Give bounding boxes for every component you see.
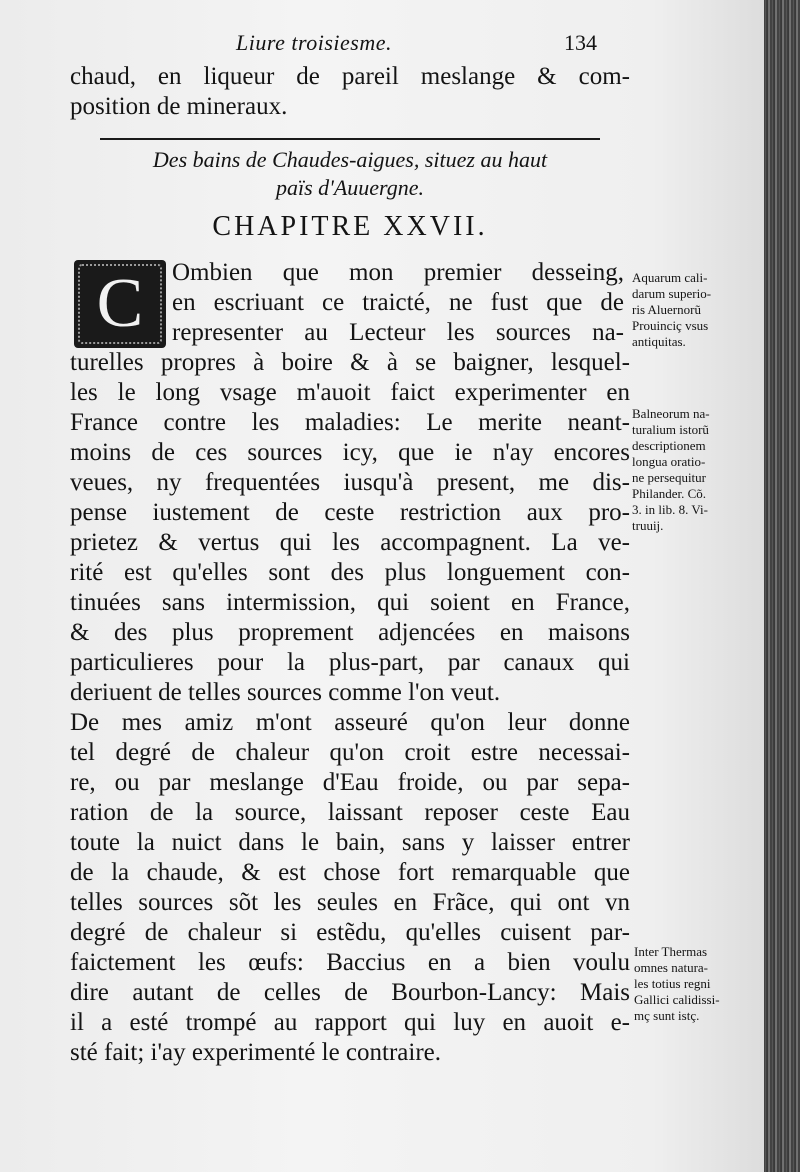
subtitle-line: Des bains de Chaudes-aigues, situez au haut (152, 147, 548, 172)
section-rule (100, 138, 600, 140)
text-line: sté fait; i'ay experimenté le contraire. (70, 1039, 441, 1066)
marginal-note-line: les totius regni (634, 976, 711, 991)
text-line: il a esté trompé au rapport qui luy en auoit e- (70, 1009, 630, 1036)
marginal-note-line: longua oratio- (632, 454, 706, 469)
text-line: faictement les œufs: Baccius en a bien voulu (70, 949, 630, 976)
text-line: toute la nuict dans le bain, sans y laisser entrer (70, 829, 630, 856)
text-line: deriuent de telles sources comme l'on veut. (70, 679, 501, 706)
text-line: particulieres pour la plus-part, par canaux qui (70, 649, 630, 676)
subtitle-line: païs d'Auuergne. (275, 175, 425, 200)
text-line: representer au Lecteur les sources na- (172, 319, 624, 346)
marginal-note-line: omnes natura- (634, 960, 709, 975)
text-line: pense iustement de ceste restriction aux pro- (70, 499, 630, 526)
running-head-title: Liure troisiesme. (236, 30, 392, 55)
text-line: moins de ces sources icy, que ie n'ay encores (70, 439, 630, 466)
marginal-note-3 (634, 944, 720, 1024)
text-line: chaud, en liqueur de pareil meslange & com- (70, 63, 630, 90)
text-line: tinuées sans intermission, qui soient en France, (70, 589, 630, 616)
marginal-note-line: ris Aluernorũ (632, 302, 701, 317)
marginal-note-line: Inter Thermas (634, 944, 708, 959)
paragraph-body (70, 348, 630, 1068)
marginal-note-1 (632, 270, 711, 350)
chapter-subtitle (70, 146, 630, 202)
ornamental-initial: C (74, 260, 166, 348)
text-line: tel degré de chaleur qu'on croit estre necessai- (70, 739, 630, 766)
carry-over-text (70, 62, 630, 122)
marginal-note-line: 3. in lib. 8. Vi- (632, 502, 708, 517)
text-line: ration de la source, laissant reposer ceste Eau (70, 799, 630, 826)
text-line: De mes amiz m'ont asseuré qu'on leur donne (70, 709, 630, 736)
marginal-note-line: antiquitas. (632, 334, 686, 349)
text-line: de la chaude, & est chose fort remarquable que (70, 859, 630, 886)
marginal-note-line: Balneorum na- (632, 406, 710, 421)
marginal-note-line: darum superio- (632, 286, 712, 301)
paragraph-opening (172, 258, 624, 348)
marginal-note-line: descriptionem (632, 438, 706, 453)
text-line: dire autant de celles de Bourbon-Lancy: Mais (70, 979, 630, 1006)
marginal-note-line: Philander. Cõ. (632, 486, 707, 501)
text-line: re, ou par meslange d'Eau froide, ou par sepa- (70, 769, 630, 796)
marginal-note-line: Gallici calidissi- (634, 992, 720, 1007)
text-line: & des plus proprement adjencées en maisons (70, 619, 630, 646)
text-line: prietez & vertus qui les accompagnent. La ve- (70, 529, 630, 556)
text-line: Ombien que mon premier desseing, (172, 259, 624, 286)
marginal-note-2 (632, 406, 710, 534)
text-line: telles sources sõt les seules en Frãce, qui ont vn (70, 889, 630, 916)
text-line: position de mineraux. (70, 93, 288, 120)
text-line: en escriuant ce traicté, ne fust que de (172, 289, 624, 316)
marginal-note-line: Prouinciç vsus (632, 318, 709, 333)
book-spine-edge (764, 0, 800, 1172)
marginal-note-line: ne persequitur (632, 470, 707, 485)
text-line: veues, ny frequentées iusqu'à present, me dis- (70, 469, 630, 496)
marginal-note-line: Aquarum cali- (632, 270, 708, 285)
text-line: France contre les maladies: Le merite neant- (70, 409, 630, 436)
marginal-note-line: truuij. (632, 518, 664, 533)
text-line: les le long vsage m'auoit faict experimenter en (70, 379, 630, 406)
text-line: degré de chaleur si estẽdu, qu'elles cuisent par- (70, 919, 630, 946)
text-line: turelles propres à boire & à se baigner, lesquel- (70, 349, 630, 376)
page-number: 134 (564, 30, 597, 55)
running-head (70, 30, 630, 58)
chapter-heading: CHAPITRE XXVII. (212, 211, 488, 242)
text-line: rité est qu'elles sont des plus longuement con- (70, 559, 630, 586)
marginal-note-line: mç sunt istç. (634, 1008, 700, 1023)
marginal-note-line: turalium istorũ (632, 422, 709, 437)
